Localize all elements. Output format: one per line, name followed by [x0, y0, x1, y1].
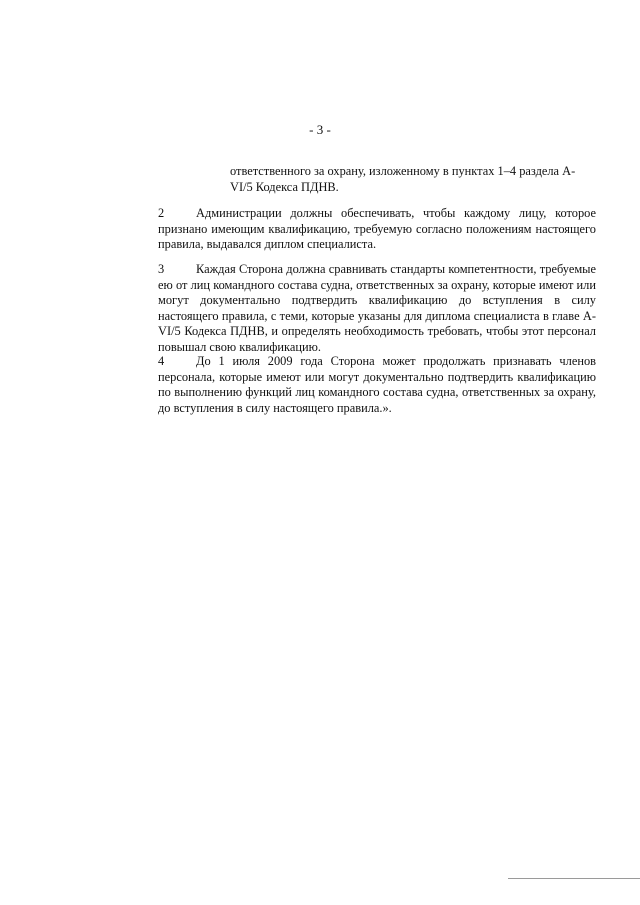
paragraph-number: 4: [158, 354, 165, 368]
continuation-paragraph: ответственного за охрану, изложенному в пунктах 1–4 раздела A-VI/5 Кодекса ПДНВ.: [230, 164, 576, 194]
paragraph-text: До 1 июля 2009 года Сторона может продолжать признавать членов персонала, которые имеют или могут документально подтвердить квалификацию по выполнению функций лиц командного состава судна, ответственных за охрану, до вступления в силу настоящего правила.».: [158, 354, 596, 415]
bottom-rule: [508, 878, 640, 879]
paragraph-text: Администрации должны обеспечивать, чтобы каждому лицу, которое признано имеющим квалификацию, требуемую согласно положениям настоящего правила, выдавался диплом специалиста.: [158, 206, 596, 251]
paragraph-number: 2: [158, 206, 165, 220]
page-number: - 3 -: [309, 122, 331, 137]
paragraph-2: [158, 206, 596, 253]
paragraph-4: [158, 354, 596, 416]
paragraph-text: Каждая Сторона должна сравнивать стандарты компетентности, требуемые ею от лиц командного состава судна, ответственных за охрану, которые имеют или могут документально подтвердить квалификацию до вступления в силу настоящего правила, с теми, которые указаны для диплома специалиста в главе A-VI/5 Кодекса ПДНВ, и определять необходимость требовать, чтобы этот персонал повышал свою квалификацию.: [158, 262, 596, 354]
paragraph-3: [158, 262, 596, 355]
paragraph-number: 3: [158, 262, 165, 276]
